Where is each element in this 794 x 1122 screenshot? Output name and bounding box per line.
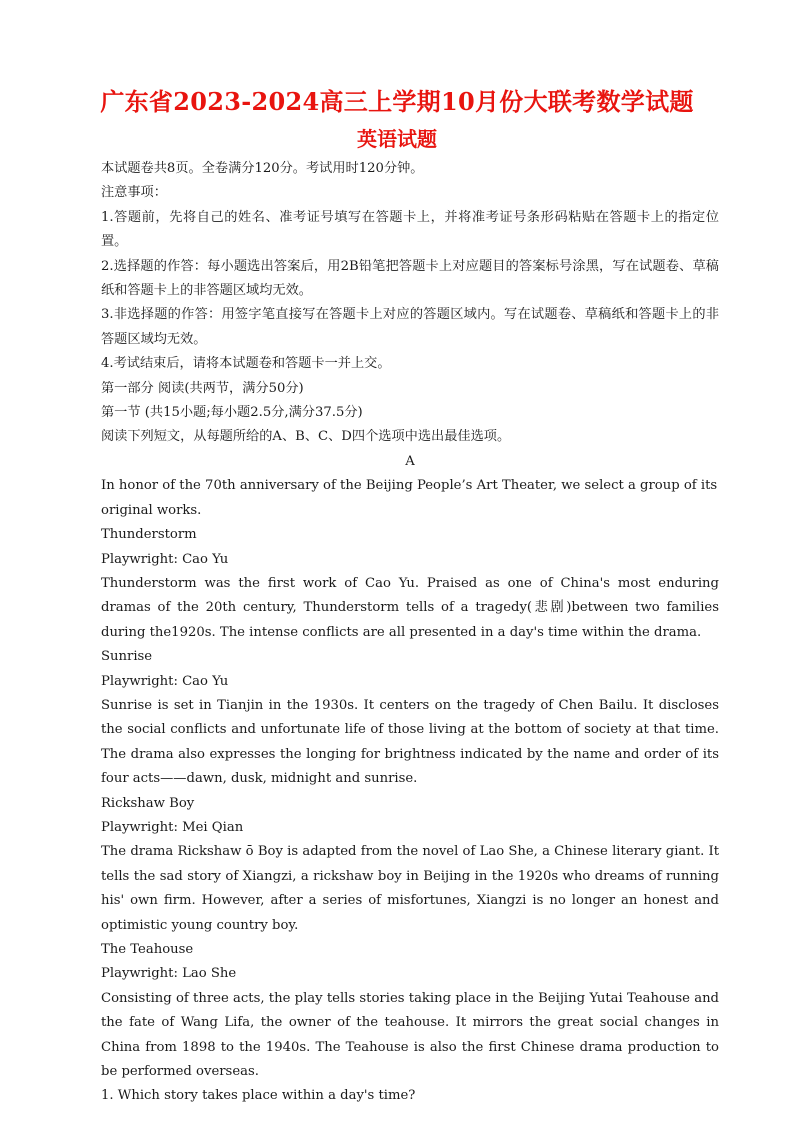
notice-item: 2.选择题的作答：每小题选出答案后，用2B铅笔把答题卡上对应题目的答案标号涂黑，写在试题卷、草稿纸和答题卡上的非答题区域均无效。 [101, 258, 719, 299]
passage-intro: In honor of the 70th anniversary of the Beijing People’s Art Theater, we select a group of its original works. [101, 478, 718, 518]
play-playwright: Playwright: Cao Yu [101, 551, 229, 567]
exam-title: 广东省2023-2024高三上学期10月份大联考数学试题 [100, 87, 694, 116]
play-description: Consisting of three acts, the play tells stories taking place in the Beijing Yutai Teahouse and the fate of Wang Lifa, the owner of the teahouse. It mirrors the great social changes in China from 1898 to the 1940s. The Teahouse is also the first Chinese drama production to be performed overseas. [101, 990, 719, 1080]
play-description: Thunderstorm was the first work of Cao Yu. Praised as one of China's most enduring dramas of the 20th century, Thunderstorm tells of a tragedy(悲剧)between two families during the1920s. The intense conflicts are all presented in a day's time within the drama. [101, 575, 719, 640]
instruction-line: 阅读下列短文，从每题所给的A、B、C、D四个选项中选出最佳选项。 [101, 429, 511, 445]
play-playwright: Playwright: Mei Qian [101, 819, 244, 835]
play-description: Sunrise is set in Tianjin in the 1930s. It centers on the tragedy of Chen Bailu. It discloses the social conflicts and unfortunate life of those living at the bottom of society at that time. The drama also expresses the longing for brightness indicated by the name and order of its four acts——dawn, dusk, midnight and sunrise. [101, 697, 719, 787]
play-name: Rickshaw Boy [101, 795, 195, 811]
subject-title: 英语试题 [357, 127, 437, 151]
notice-item: 4.考试结束后，请将本试题卷和答题卡一并上交。 [101, 356, 391, 372]
exam-content [101, 157, 719, 1109]
section-heading: 第一节 (共15小题;每小题2.5分,满分37.5分) [101, 405, 363, 421]
play-playwright: Playwright: Lao She [101, 966, 237, 982]
play-name: Sunrise [101, 649, 153, 665]
notice-item: 1.答题前，先将自己的姓名、准考证号填写在答题卡上，并将准考证号条形码粘贴在答题卡上的指定位置。 [101, 209, 719, 250]
play-name: Thunderstorm [101, 527, 197, 543]
part-heading: 第一部分 阅读(共两节，满分50分) [101, 380, 304, 396]
play-name: The Teahouse [101, 942, 194, 957]
notice-heading: 注意事项： [101, 185, 167, 201]
passage-letter: A [405, 453, 415, 469]
intro-line: 本试题卷共8页。全卷满分120分。考试用时120分钟。 [101, 161, 424, 176]
play-description: The drama Rickshaw ō Boy is adapted from the novel of Lao She, a Chinese literary giant. It tells the sad story of Xiangzi, a rickshaw boy in Beijing in the 1920s who dreams of running his' own firm. However, after a series of misfortunes, Xiangzi is no longer an honest and optimistic young country boy. [101, 844, 719, 933]
question-1: 1. Which story takes place within a day's time? [101, 1088, 416, 1104]
notice-item: 3.非选择题的作答：用签字笔直接写在答题卡上对应的答题区域内。写在试题卷、草稿纸和答题卡上的非答题区域均无效。 [101, 307, 719, 347]
play-playwright: Playwright: Cao Yu [101, 673, 229, 689]
